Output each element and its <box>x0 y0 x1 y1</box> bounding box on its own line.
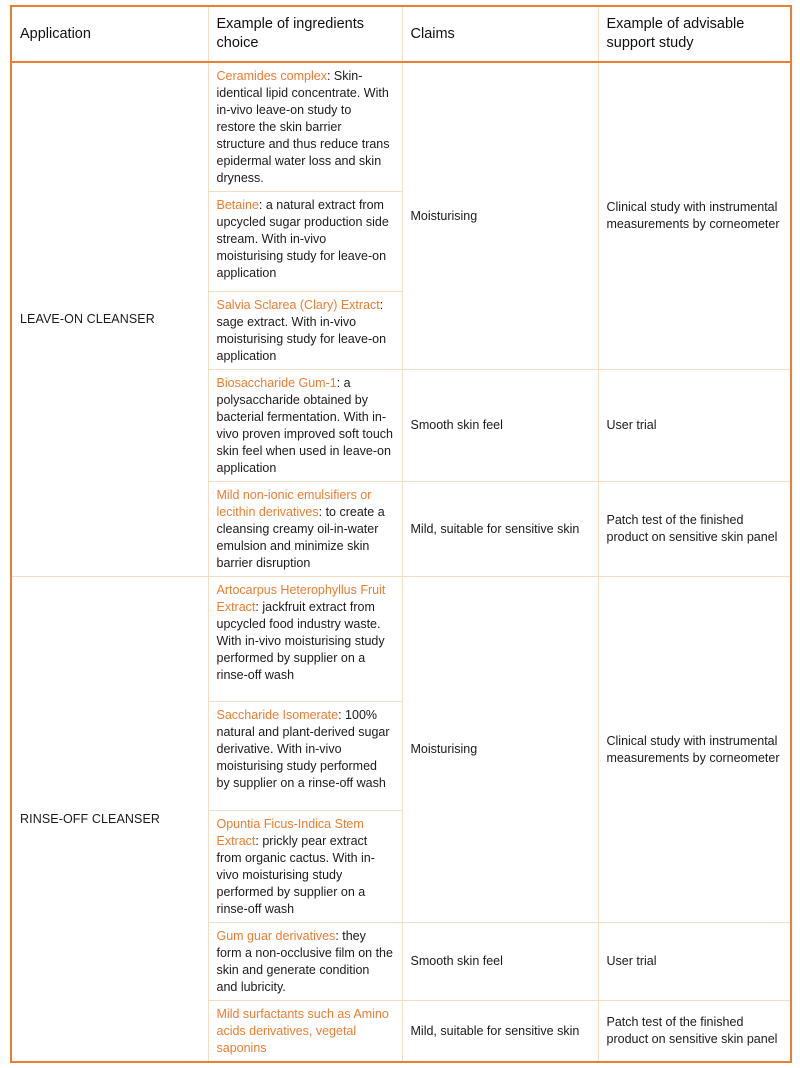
claim-cell-moisturising-rinseoff: Moisturising <box>402 577 598 923</box>
application-cell-leave-on: LEAVE-ON CLEANSER <box>11 62 208 577</box>
ingredient-name: Opuntia Ficus-Indica Stem Extract <box>216 817 364 848</box>
header-application: Application <box>11 6 208 62</box>
ingredient-name: Salvia Sclarea (Clary) Extract <box>216 298 380 312</box>
ingredient-desc: : they form a non-occlusive film on the skin and generate condition and lubricity. <box>216 929 393 994</box>
ingredient-desc: : to create a cleansing creamy oil-in-water emulsion and minimize skin barrier disruption <box>216 505 385 570</box>
claim-cell-moisturising-leaveon: Moisturising <box>402 62 598 370</box>
claim-cell-smooth-leaveon: Smooth skin feel <box>402 370 598 482</box>
header-support-study: Example of advisable support study <box>598 6 791 62</box>
ingredient-cell-mild-surfactants <box>208 1001 402 1063</box>
ingredient-name: Biosaccharide Gum-1 <box>216 376 337 390</box>
ingredient-desc: : Skin-identical lipid concentrate. With in-vivo leave-on study to restore the skin barrier structure and thus reduce trans epidermal water loss and skin dryness. <box>216 69 390 185</box>
table-row <box>11 577 791 702</box>
ingredient-name: Saccharide Isomerate <box>216 708 339 722</box>
study-cell-patchtest-leaveon: Patch test of the finished product on sensitive skin panel <box>598 482 791 577</box>
ingredient-name: Mild surfactants such as Amino acids derivatives, vegetal saponins <box>216 1007 389 1055</box>
ingredient-cell-gum-guar <box>208 923 402 1001</box>
application-cell-rinse-off: RINSE-OFF CLEANSER <box>11 577 208 1063</box>
ingredient-cell-biosaccharide <box>208 370 402 482</box>
ingredient-cell-mild-emulsifiers <box>208 482 402 577</box>
ingredient-desc: : jackfruit extract from upcycled food industry waste. With in-vivo moisturising study performed by supplier on a rinse-off wash <box>216 600 385 682</box>
ingredient-name: Mild non-ionic emulsifiers or lecithin derivatives <box>216 488 372 519</box>
ingredient-desc: : sage extract. With in-vivo moisturising study for leave-on application <box>216 298 387 363</box>
ingredient-cell-ceramides <box>208 62 402 192</box>
header-row <box>11 6 791 62</box>
ingredient-desc: : a polysaccharide obtained by bacterial fermentation. With in-vivo proven improved soft touch skin feel when used in leave-on application <box>216 376 393 475</box>
study-cell-usertrial-rinseoff: User trial <box>598 923 791 1001</box>
header-claims: Claims <box>402 6 598 62</box>
claim-cell-mild-rinseoff: Mild, suitable for sensitive skin <box>402 1001 598 1063</box>
ingredient-cell-salvia <box>208 292 402 370</box>
ingredient-cell-opuntia <box>208 811 402 923</box>
ingredient-cell-betaine <box>208 192 402 292</box>
study-cell-clinical-leaveon: Clinical study with instrumental measurements by corneometer <box>598 62 791 370</box>
claim-cell-mild-leaveon: Mild, suitable for sensitive skin <box>402 482 598 577</box>
ingredient-desc: : 100% natural and plant-derived sugar derivative. With in-vivo moisturising study performed by supplier on a rinse-off wash <box>216 708 390 790</box>
ingredient-desc: : a natural extract from upcycled sugar production side stream. With in-vivo moisturising study for leave-on application <box>216 198 389 280</box>
ingredient-name: Betaine <box>216 198 259 212</box>
ingredients-claims-table <box>10 5 792 1063</box>
claim-cell-smooth-rinseoff: Smooth skin feel <box>402 923 598 1001</box>
ingredient-name: Artocarpus Heterophyllus Fruit Extract <box>216 583 386 614</box>
header-ingredients: Example of ingredients choice <box>208 6 402 62</box>
study-cell-patchtest-rinseoff: Patch test of the finished product on sensitive skin panel <box>598 1001 791 1063</box>
ingredient-desc: : prickly pear extract from organic cactus. With in-vivo moisturising study performed by supplier on a rinse-off wash <box>216 834 375 916</box>
study-cell-usertrial-leaveon: User trial <box>598 370 791 482</box>
study-cell-clinical-rinseoff: Clinical study with instrumental measurements by corneometer <box>598 577 791 923</box>
ingredient-cell-artocarpus <box>208 577 402 702</box>
ingredient-name: Ceramides complex <box>216 69 327 83</box>
table-row <box>11 62 791 192</box>
ingredient-cell-saccharide <box>208 702 402 811</box>
ingredient-name: Gum guar derivatives <box>216 929 336 943</box>
